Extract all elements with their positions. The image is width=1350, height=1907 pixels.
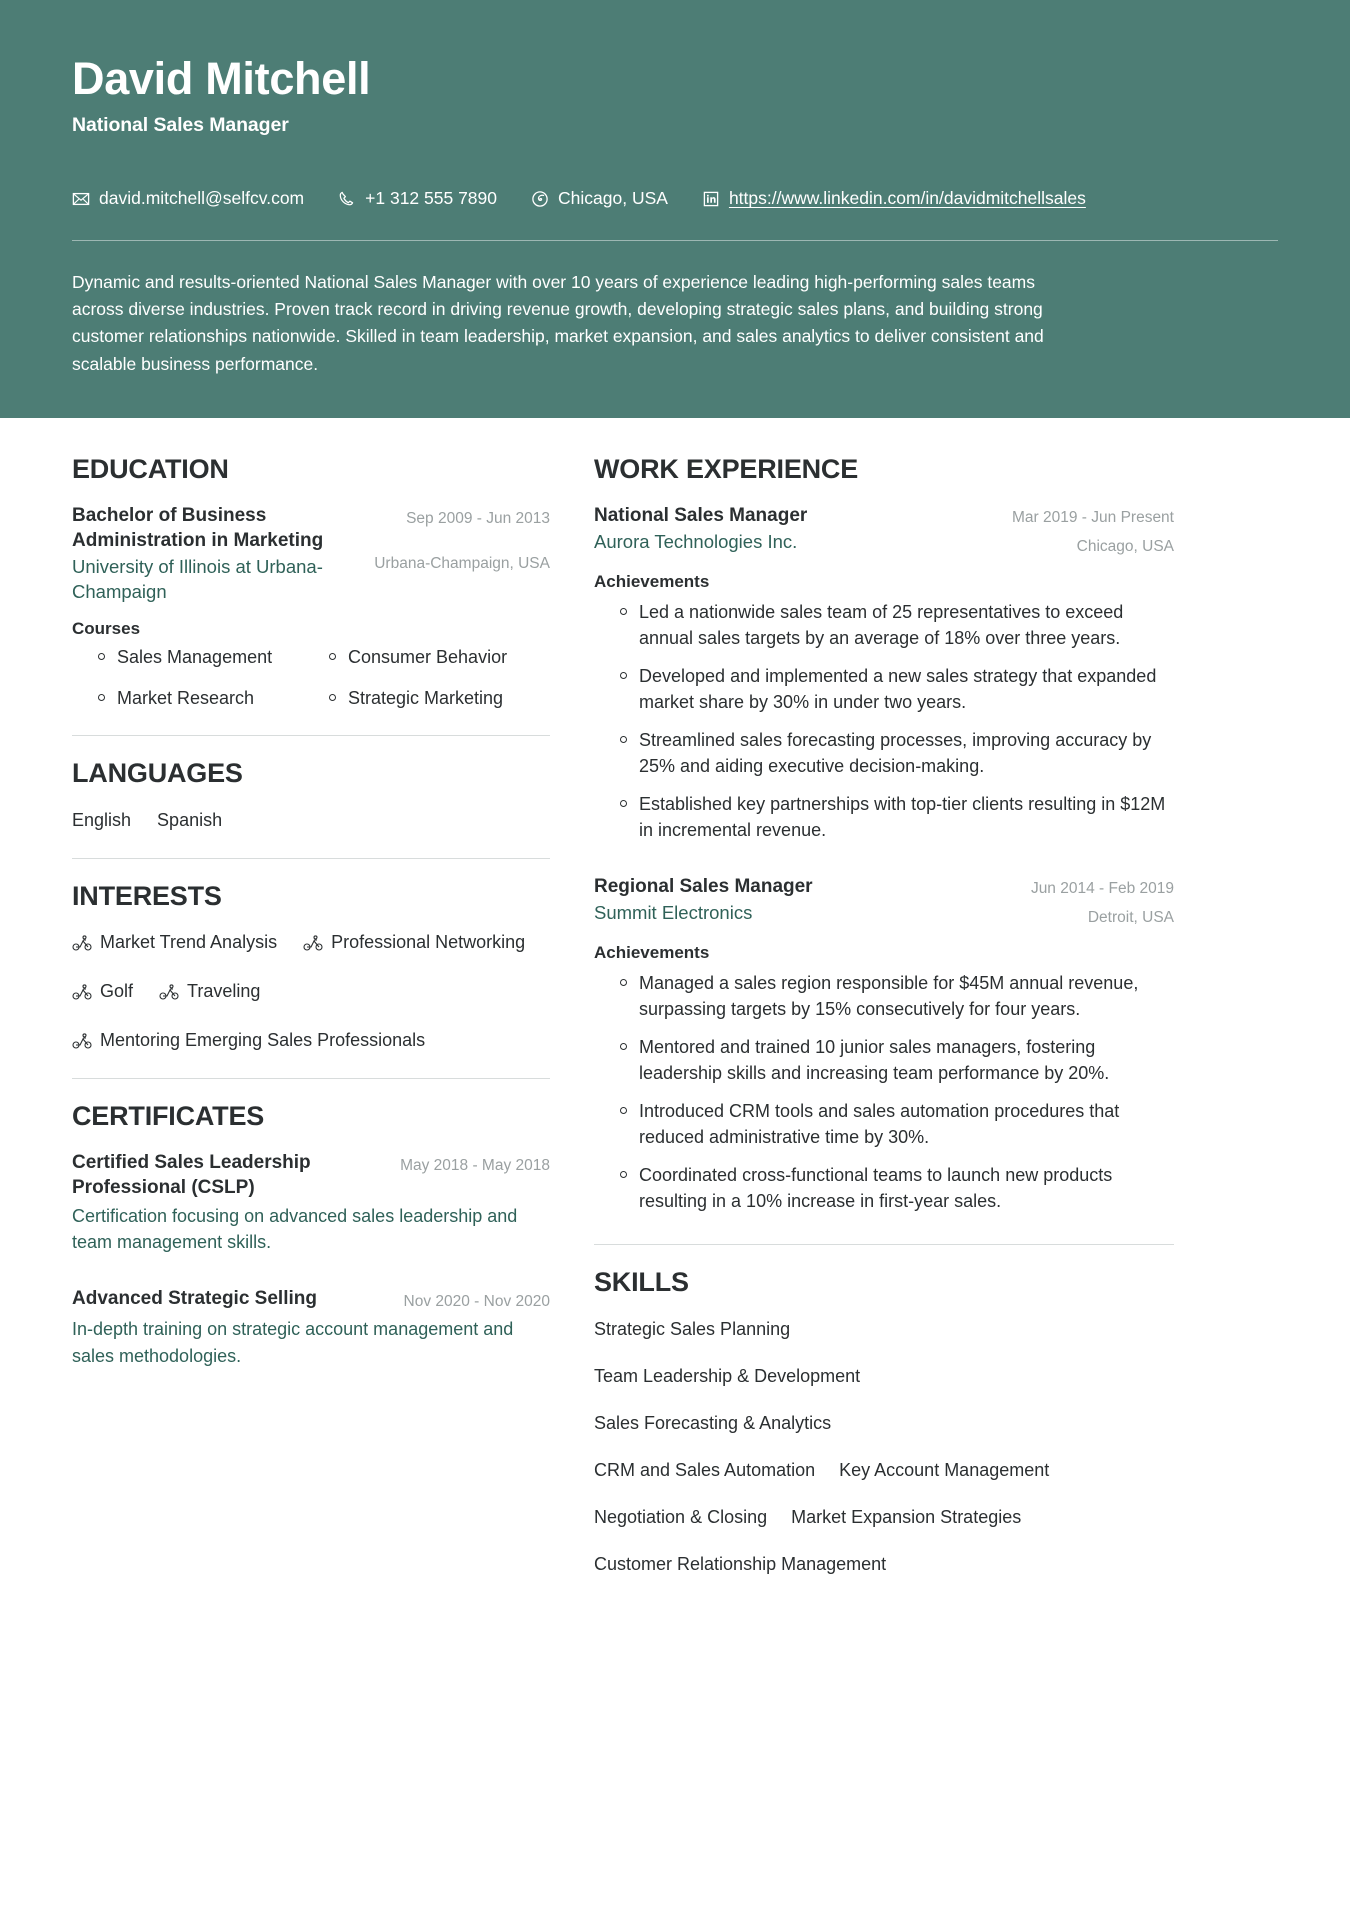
section-interests — [72, 881, 550, 1054]
skill-item: Sales Forecasting & Analytics — [594, 1413, 832, 1434]
skill-item: Strategic Sales Planning — [594, 1319, 791, 1340]
bullet-icon — [620, 1171, 627, 1178]
section-divider — [72, 735, 550, 736]
language-item: English — [72, 810, 132, 831]
experience-role: Regional Sales Manager — [594, 875, 813, 897]
job-title: National Sales Manager — [72, 114, 289, 137]
achievements-label: Achievements — [594, 572, 710, 592]
contact-phone-text: +1 312 555 7890 — [365, 188, 498, 209]
achievements-list — [594, 971, 1174, 1214]
experience-location: Detroit, USA — [1087, 908, 1174, 926]
experience-entry — [594, 874, 1174, 1215]
contact-email[interactable] — [72, 187, 304, 210]
bullet-icon — [98, 694, 105, 701]
course-label: Sales Management — [117, 646, 273, 667]
list-item — [620, 600, 1174, 651]
section-languages — [72, 758, 550, 834]
section-work-experience — [594, 454, 1174, 1215]
left-column — [72, 454, 550, 1392]
section-certificates — [72, 1101, 550, 1370]
section-divider — [72, 1078, 550, 1079]
bullet-icon — [620, 979, 627, 986]
contact-location[interactable] — [531, 187, 668, 210]
list-item — [620, 1099, 1174, 1150]
interests-list — [72, 930, 550, 1054]
education-school: University of Illinois at Urbana-Champaign — [72, 555, 323, 602]
course-label: Consumer Behavior — [348, 646, 508, 667]
bullet-icon — [329, 694, 336, 701]
experience-company: Summit Electronics — [594, 901, 753, 923]
location-icon — [531, 190, 549, 208]
experience-company: Aurora Technologies Inc. — [594, 530, 798, 552]
section-skills — [594, 1267, 1174, 1578]
interest-label: Mentoring Emerging Sales Professionals — [100, 1030, 426, 1051]
interest-item — [303, 930, 525, 955]
list-item — [329, 686, 550, 711]
interest-item — [72, 930, 277, 955]
achievement-text: Developed and implemented a new sales strategy that expanded market share by 30% in under two years. — [639, 666, 1157, 712]
achievement-text: Coordinated cross-functional teams to launch new products resulting in a 10% increase in first-year sales. — [639, 1165, 1113, 1211]
phone-icon — [338, 190, 356, 208]
achievement-text: Streamlined sales forecasting processes, improving accuracy by 25% and aiding executive decision-making. — [639, 730, 1152, 776]
list-item — [620, 792, 1174, 843]
achievement-text: Introduced CRM tools and sales automation procedures that reduced administrative time by 30%. — [639, 1101, 1120, 1147]
contact-email-text: david.mitchell@selfcv.com — [99, 188, 305, 209]
skill-item: CRM and Sales Automation — [594, 1460, 816, 1481]
right-column — [594, 454, 1174, 1583]
certificate-entry — [72, 1286, 550, 1370]
bicycle-icon — [72, 984, 92, 1000]
contact-phone[interactable] — [338, 187, 497, 210]
course-label: Market Research — [117, 687, 255, 708]
bullet-icon — [329, 653, 336, 660]
section-title-education: EDUCATION — [72, 453, 229, 484]
contact-row — [72, 187, 1278, 210]
education-degree: Bachelor of Business Administration in Marketing — [72, 504, 324, 551]
linkedin-icon — [702, 190, 720, 208]
section-title-languages: LANGUAGES — [72, 758, 243, 789]
bicycle-icon — [72, 1033, 92, 1049]
resume-body — [0, 418, 1350, 1623]
section-divider — [72, 858, 550, 859]
education-location: Urbana-Champaign, USA — [374, 554, 550, 572]
achievement-text: Led a nationwide sales team of 25 representatives to exceed annual sales targets by an average of 18% over three years. — [639, 602, 1124, 648]
certificate-date: Nov 2020 - Nov 2020 — [403, 1293, 550, 1311]
interest-label: Golf — [100, 981, 134, 1002]
education-date: Sep 2009 - Jun 2013 — [406, 509, 550, 527]
section-title-work-experience: WORK EXPERIENCE — [594, 453, 859, 484]
section-divider — [594, 1244, 1174, 1245]
experience-role: National Sales Manager — [594, 504, 808, 526]
list-item — [620, 971, 1174, 1022]
interest-item — [72, 979, 133, 1004]
section-title-interests: INTERESTS — [72, 881, 222, 912]
interest-label: Traveling — [187, 981, 261, 1002]
skill-item: Customer Relationship Management — [594, 1554, 887, 1575]
achievements-list — [594, 600, 1174, 843]
courses-label: Courses — [72, 618, 141, 638]
list-item — [329, 645, 550, 670]
section-title-certificates: CERTIFICATES — [72, 1100, 265, 1131]
bullet-icon — [620, 608, 627, 615]
interest-item — [72, 1028, 425, 1053]
achievement-text: Managed a sales region responsible for $45M annual revenue, surpassing targets by 15% consecutively for four years. — [639, 973, 1139, 1019]
list-item — [620, 728, 1174, 779]
language-item: Spanish — [157, 810, 223, 831]
list-item — [620, 1163, 1174, 1214]
list-item — [98, 645, 319, 670]
contact-linkedin-text[interactable]: https://www.linkedin.com/in/davidmitchellsales — [728, 188, 1086, 209]
interest-label: Market Trend Analysis — [100, 932, 278, 953]
certificate-description: Certification focusing on advanced sales leadership and team management skills. — [72, 1205, 518, 1253]
professional-summary: Dynamic and results-oriented National Sales Manager with over 10 years of experience leading high-performing sales teams across diverse industries. Proven track record in driving revenue growth, developing strategic sales plans, and building strong customer relationships nationwide. Skilled in team leadership, market expansion, and sales analytics to deliver consistent and scalable business performance. — [72, 272, 1044, 374]
skill-item: Market Expansion Strategies — [791, 1507, 1022, 1528]
skill-item: Team Leadership & Development — [594, 1366, 861, 1387]
experience-date: Mar 2019 - Jun Present — [1012, 508, 1174, 526]
course-label: Strategic Marketing — [348, 687, 504, 708]
list-item — [620, 1035, 1174, 1086]
certificate-description: In-depth training on strategic account management and sales methodologies. — [72, 1319, 514, 1366]
bullet-icon — [620, 1107, 627, 1114]
experience-entry — [594, 503, 1174, 844]
section-education — [72, 454, 550, 711]
interest-label: Professional Networking — [331, 932, 526, 953]
courses-list — [72, 645, 550, 711]
email-icon — [72, 190, 90, 208]
contact-linkedin[interactable] — [702, 187, 1086, 210]
languages-list — [72, 807, 550, 834]
bullet-icon — [620, 736, 627, 743]
experience-location: Chicago, USA — [1076, 537, 1174, 555]
contact-location-text: Chicago, USA — [558, 188, 668, 209]
achievements-label: Achievements — [594, 943, 710, 963]
page-title: David Mitchell — [72, 53, 371, 104]
interest-item — [159, 979, 260, 1004]
certificate-date: May 2018 - May 2018 — [400, 1156, 550, 1174]
bullet-icon — [98, 653, 105, 660]
experience-date: Jun 2014 - Feb 2019 — [1030, 879, 1174, 897]
certificate-name: Certified Sales Leadership Professional (CSLP) — [72, 1151, 311, 1198]
certificate-name: Advanced Strategic Selling — [72, 1288, 317, 1310]
list-item — [98, 686, 319, 711]
list-item — [620, 664, 1174, 715]
skills-list — [594, 1316, 1174, 1578]
bullet-icon — [620, 800, 627, 807]
section-title-skills: SKILLS — [594, 1267, 689, 1298]
skill-item: Negotiation & Closing — [594, 1507, 768, 1528]
achievement-text: Established key partnerships with top-tier clients resulting in $12M in incremental revenue. — [639, 794, 1166, 840]
bicycle-icon — [303, 935, 323, 951]
bicycle-icon — [159, 984, 179, 1000]
education-entry — [72, 503, 550, 711]
skill-item: Key Account Management — [839, 1460, 1050, 1481]
header-divider — [72, 240, 1278, 241]
bullet-icon — [620, 1043, 627, 1050]
certificate-entry — [72, 1150, 550, 1256]
achievement-text: Mentored and trained 10 junior sales managers, fostering leadership skills and increasing team performance by 20%. — [639, 1037, 1110, 1083]
resume-header — [0, 0, 1350, 418]
bullet-icon — [620, 672, 627, 679]
bicycle-icon — [72, 935, 92, 951]
